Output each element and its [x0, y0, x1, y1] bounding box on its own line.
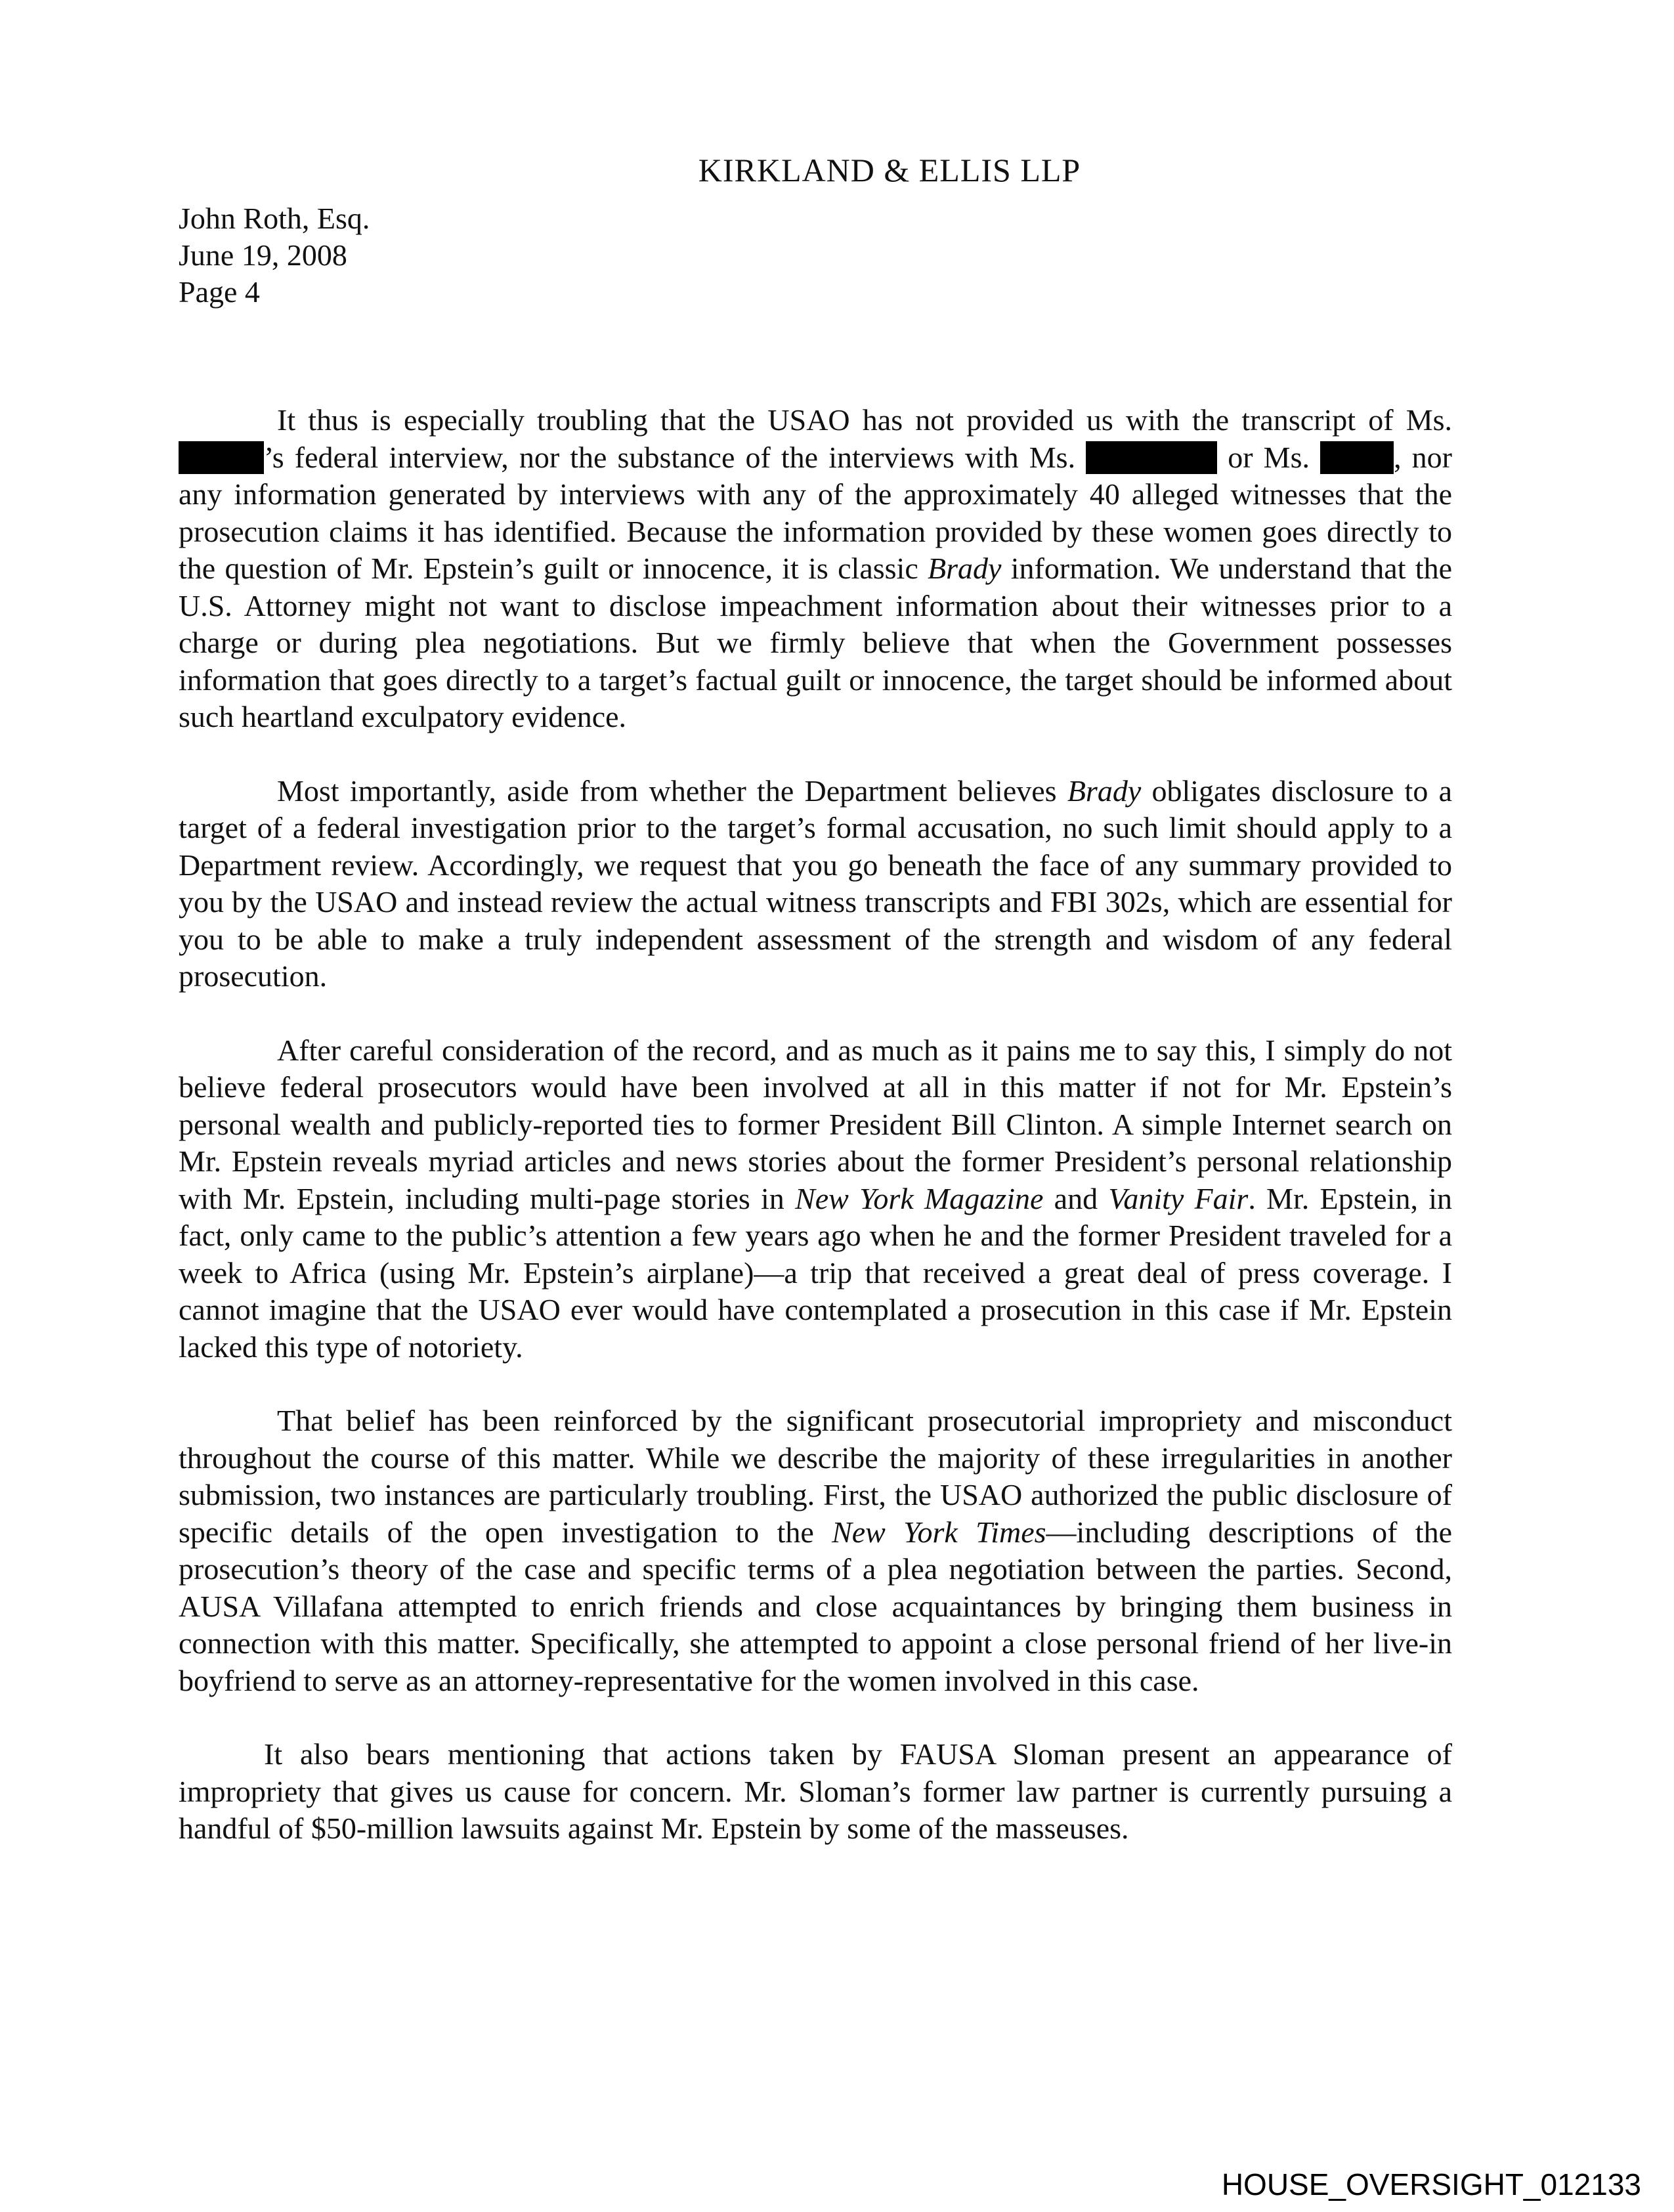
letter-body	[179, 402, 1452, 1884]
text-segment: It also bears mentioning that actions taken by FAUSA Sloman present an appearance of impropriety that gives us cause for concern. Mr. Sloman’s former law partner is currently pursuing a handful of $50-million lawsuits against Mr. Epstein by some of the masseuses.	[179, 1737, 1452, 1845]
text-segment: ’s federal interview, nor the substance of the interviews with Ms.	[264, 440, 1086, 474]
text-segment: obligates disclosure to a target of a federal investigation prior to the target’s formal accusation, no such limit should apply to a Department review. Accordingly, we request that you go beneath the face of any summary provided to you by the USAO and instead review the actual witness transcripts and FBI 302s, which are essential for you to be able to make a truly independent assessment of the strength and wisdom of any federal prosecution.	[179, 773, 1452, 993]
italic-title: New York Times	[832, 1515, 1046, 1549]
paragraph-3	[179, 1032, 1452, 1366]
recipient: John Roth, Esq.	[179, 202, 370, 235]
italic-title: Brady	[928, 552, 1002, 585]
text-segment: and	[1043, 1181, 1109, 1215]
redaction-box	[179, 441, 264, 474]
redaction-box	[1320, 441, 1394, 474]
italic-title: New York Magazine	[795, 1181, 1044, 1215]
text-segment: information. We understand that the U.S. Attorney might not want to disclose impeachment information about their witnesses prior to a charge or during plea negotiations. But we firmly believe that when the Government possesses information that goes directly to a target’s factual guilt or innocence, the target should be informed about such heartland exculpatory evidence.	[179, 552, 1452, 733]
letterhead-firm-name: KIRKLAND & ELLIS LLP	[698, 152, 1081, 188]
redaction-box	[1086, 441, 1217, 474]
paragraph-5	[179, 1736, 1452, 1848]
text-segment: . Mr. Epstein, in fact, only came to the public’s attention a few years ago when he and the former President traveled for a week to Africa (using Mr. Epstein’s airplane)—a trip that received a great deal of press coverage. I cannot imagine that the USAO ever would have contemplated a prosecution in this case if Mr. Epstein lacked this type of notoriety.	[179, 1181, 1452, 1364]
paragraph-4	[179, 1402, 1452, 1699]
paragraph-1	[179, 402, 1452, 736]
text-segment: It thus is especially troubling that the USAO has not provided us with the transcript of Ms.	[277, 403, 1452, 437]
italic-title: Vanity Fair	[1108, 1181, 1249, 1215]
page-number: Page 4	[179, 275, 260, 309]
text-segment: or Ms.	[1217, 440, 1321, 474]
text-segment: That belief has been reinforced by the significant prosecutorial impropriety and misconduct throughout the course of this matter. While we describe the majority of these irregularities in another submission, two instances are particularly troubling. First, the USAO authorized the public disclosure of specific details of the open investigation to the	[179, 1404, 1452, 1549]
text-segment: After careful consideration of the record, and as much as it pains me to say this, I simply do not believe federal prosecutors would have been involved at all in this matter if not for Mr. Epstein’s personal wealth and publicly-reported ties to former President Bill Clinton. A simple Internet search on Mr. Epstein reveals myriad articles and news stories about the former President’s personal relationship with Mr. Epstein, including multi-page stories in	[179, 1033, 1452, 1215]
letter-date: June 19, 2008	[179, 238, 347, 272]
italic-title: Brady	[1067, 773, 1142, 808]
text-segment: —including descriptions of the prosecution’s theory of the case and specific terms of a plea negotiation between the parties. Second, AUSA Villafana attempted to enrich friends and close acquaintances by bringing them business in connection with this matter. Specifically, she attempted to appoint a close personal friend of her live-in boyfriend to serve as an attorney-representative for the women involved in this case.	[179, 1515, 1452, 1697]
text-segment: , nor any information generated by interviews with any of the approximately 40 alleged witnesses that the prosecution claims it has identified. Because the information provided by these women goes directly to the question of Mr. Epstein’s guilt or innocence, it is classic	[179, 440, 1452, 585]
letter-header	[179, 200, 370, 311]
paragraph-2	[179, 773, 1452, 995]
text-segment: Most importantly, aside from whether the Department believes	[277, 773, 1067, 808]
bates-number: HOUSE_OVERSIGHT_012133	[1221, 2167, 1641, 2201]
